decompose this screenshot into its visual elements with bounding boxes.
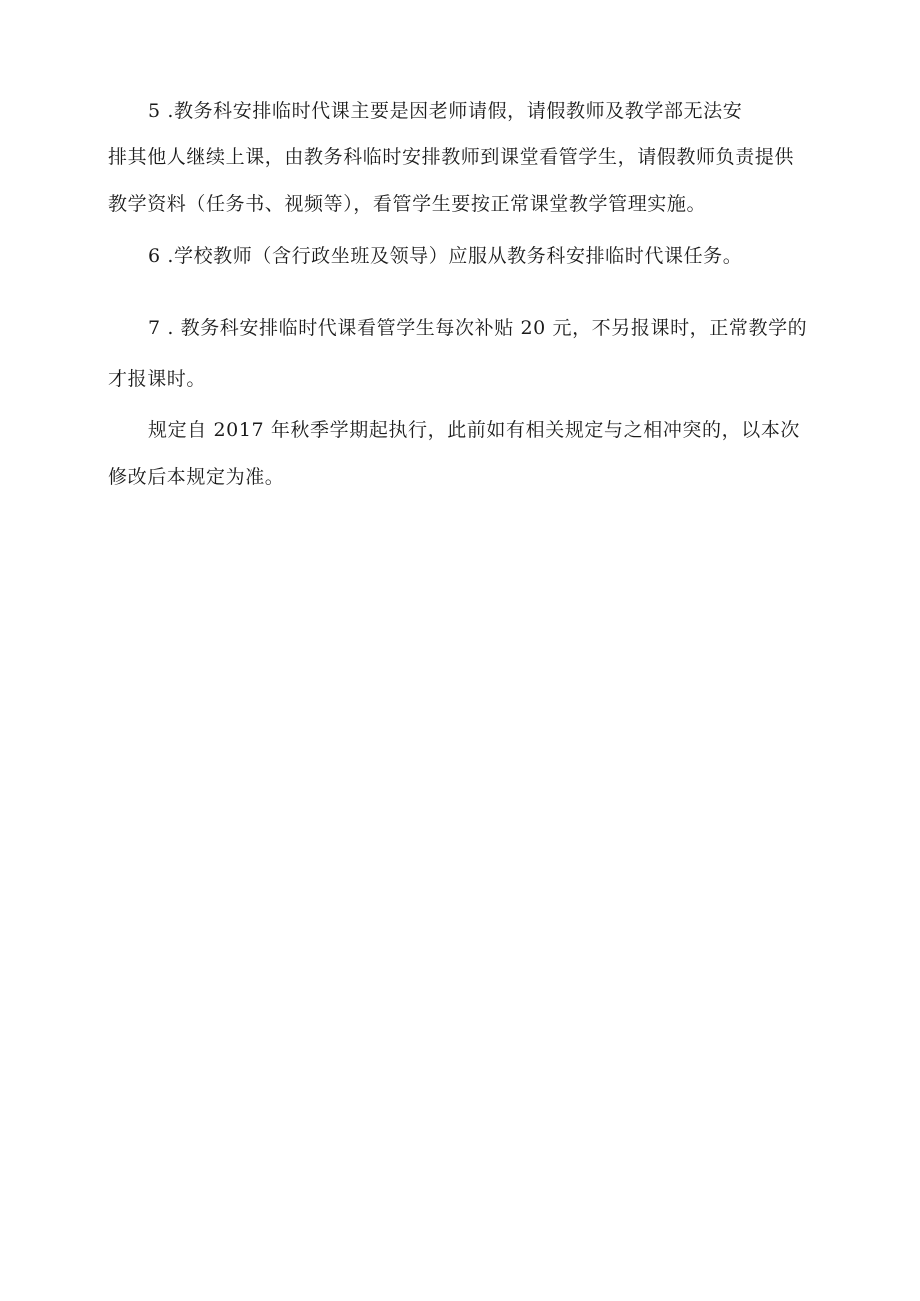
item-6-line-1: 6 .学校教师（含行政坐班及领导）应服从教务科安排临时代课任务。 — [148, 245, 743, 267]
closing-line-1: 规定自 2017 年秋季学期起执行，此前如有相关规定与之相冲突的，以本次 — [148, 419, 801, 441]
closing-line-2: 修改后本规定为准。 — [108, 466, 285, 488]
item-7-line-2: 才报课时。 — [108, 368, 207, 390]
item-5-line-1: 5 .教务科安排临时代课主要是因老师请假，请假教师及教学部无法安 — [148, 100, 743, 122]
item-5-line-3: 教学资料（任务书、视频等），看管学生要按正常课堂教学管理实施。 — [108, 193, 707, 215]
item-5-line-2: 排其他人继续上课，由教务科临时安排教师到课堂看管学生，请假教师负责提供 — [108, 146, 795, 168]
item-7-line-1: 7 . 教务科安排临时代课看管学生每次补贴 20 元，不另报课时，正常教学的 — [148, 317, 808, 339]
